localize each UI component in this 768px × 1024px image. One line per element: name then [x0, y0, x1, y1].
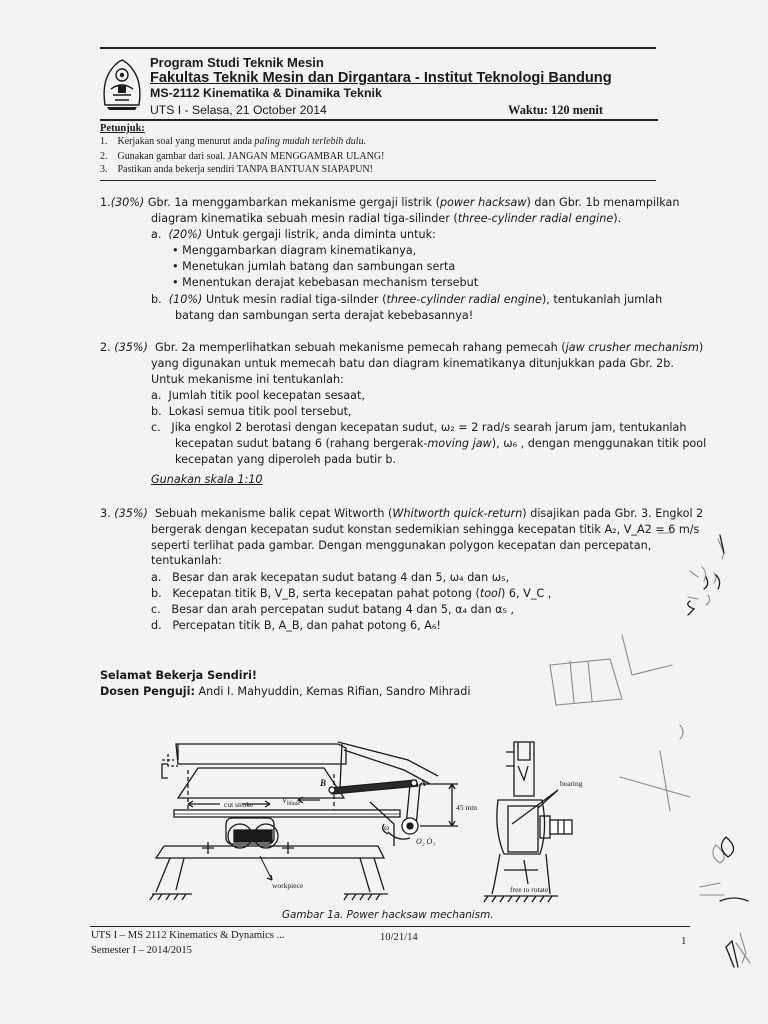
- q1-b: b. (10%) Untuk mesin radial tiga-silnder (three-cylinder radial engine), tentukanlah jumlah: [151, 293, 663, 306]
- footer-date: 10/21/14: [380, 932, 418, 943]
- q3-a: a. Besar dan arak kecepatan sudut batang 4 dan 5, ω₄ dan ω₅,: [151, 571, 510, 584]
- q1-bullet-3: • Menentukan derajat kebebasan mechanism tersebut: [172, 276, 479, 289]
- q1-bullet-1: • Menggambarkan diagram kinematikanya,: [172, 244, 417, 257]
- label-vblade: $V_{blade}$: [282, 796, 301, 807]
- instructions-title: Petunjuk:: [100, 123, 145, 134]
- examiners: Dosen Penguji: Andi I. Mahyuddin, Kemas Rifian, Sandro Mihradi: [100, 685, 471, 698]
- label-A: A: [420, 778, 427, 788]
- q2-b: b. Lokasi semua titik pool tersebut,: [151, 405, 352, 418]
- header-time: Waktu: 120 menit: [508, 103, 603, 117]
- instruction-1: 1. Kerjakan soal yang menurut anda paling mudah terlebih dulu.: [100, 136, 367, 147]
- power-hacksaw-figure: [148, 730, 616, 908]
- label-B: B: [320, 778, 327, 788]
- q3-line-1: 3. (35%) Sebuah mekanisme balik cepat Witworth (Whitworth quick-return) disajikan pada Gbr. 3. Engkol 2: [100, 507, 704, 520]
- q2-line-1: 2. (35%) Gbr. 2a memperlihatkan sebuah mekanisme pemecah rahang pemecah (jaw crusher mechanism): [100, 341, 704, 354]
- footer-course: UTS I – MS 2112 Kinematics & Dynamics ...: [91, 930, 285, 941]
- label-o2o3: O₂ O₃: [416, 837, 436, 846]
- footer-semester: Semester I – 2014/2015: [91, 945, 192, 956]
- q3-line-4: tentukanlah:: [151, 554, 222, 567]
- label-workpiece: workpiece: [272, 881, 304, 890]
- footer-rule: [90, 926, 690, 927]
- header-exam-date: UTS I - Selasa, 21 October 2014: [150, 103, 327, 117]
- header-faculty: Fakultas Teknik Mesin dan Dirgantara - Institut Teknologi Bandung: [150, 70, 612, 86]
- saw-frame: [176, 744, 346, 764]
- label-free-to-rotate: free to rotate: [510, 885, 549, 894]
- q2-c-line-3: kecepatan yang diperoleh pada butir b.: [175, 453, 397, 466]
- q1-bullet-2: • Menetukan jumlah batang dan sambungan serta: [172, 260, 456, 273]
- q2-line-3: Untuk mekanisme ini tentukanlah:: [151, 373, 344, 386]
- saw-blade: [174, 810, 400, 817]
- q3-c: c. Besar dan arah percepatan sudut batang 4 dan 5, α₄ dan α₅ ,: [151, 603, 515, 616]
- q2-scale: Gunakan skala 1:10: [151, 473, 263, 486]
- closing-line: Selamat Bekerja Sendiri!: [100, 669, 258, 682]
- instruction-3: 3. Pastikan anda bekerja sendiri TANPA BANTUAN SIAPAPUN!: [100, 164, 373, 175]
- q3-d: d. Percepatan titik B, A_B, dan pahat potong 6, A₆!: [151, 619, 441, 632]
- q2-line-2: yang digunakan untuk memecah batu dan diagram kinematikanya ditunjukkan pada Gbr. 2b.: [151, 357, 674, 370]
- q3-line-2: bergerak dengan kecepatan sudut konstan sedemikian sehingga kecepatan titik A₂, V_A2 = 6 m/s: [151, 523, 700, 536]
- label-omega: ω: [384, 823, 390, 832]
- label-45mm: 45 mm: [456, 803, 478, 812]
- figure-caption: Gambar 1a. Power hacksaw mechanism.: [282, 909, 494, 921]
- instruction-2: 2. Gunakan gambar dari soal. JANGAN MENGGAMBAR ULANG!: [100, 151, 385, 162]
- header-course: MS-2112 Kinematika & Dinamika Teknik: [150, 86, 382, 100]
- q1-a: a. (20%) Untuk gergaji listrik, anda diminta untuk:: [151, 228, 436, 241]
- footer-page-number: 1: [681, 935, 687, 947]
- connecting-rod: [330, 780, 418, 794]
- q2-c-line-2: kecepatan sudut batang 6 (rahang bergerak-moving jaw), ω₆ , dengan menggunakan titik pool: [175, 437, 707, 450]
- label-cut-stroke: cut stroke: [224, 800, 254, 809]
- q2-a: a. Jumlah titik pool kecepatan sesaat,: [151, 389, 365, 402]
- q1-b-line-2: batang dan sambungan serta derajat kebebasannya!: [175, 309, 474, 322]
- q2-c: c. Jika engkol 2 berotasi dengan kecepatan sudut, ω₂ = 2 rad/s searah jarum jam, tentukanlah: [151, 421, 687, 434]
- itb-logo: [99, 55, 145, 111]
- instructions-rule: [100, 180, 656, 181]
- header-top-rule: [100, 47, 656, 49]
- q3-line-3: seperti terlihat pada gambar. Dengan menggunakan polygon kecepatan dan percepatan,: [151, 539, 652, 552]
- header-program: Program Studi Teknik Mesin: [150, 55, 324, 70]
- q3-b: b. Kecepatan titik B, V_B, serta kecepatan pahat potong (tool) 6, V_C ,: [151, 587, 552, 600]
- q1-line-1: 1.(30%) Gbr. 1a menggambarkan mekanisme gergaji listrik (power hacksaw) dan Gbr. 1b menampilkan: [100, 196, 680, 209]
- label-bearing: bearing: [560, 779, 583, 788]
- header-bottom-rule: [100, 119, 658, 121]
- q1-line-2: diagram kinematika sebuah mesin radial tiga-silinder (three-cylinder radial engine).: [151, 212, 622, 225]
